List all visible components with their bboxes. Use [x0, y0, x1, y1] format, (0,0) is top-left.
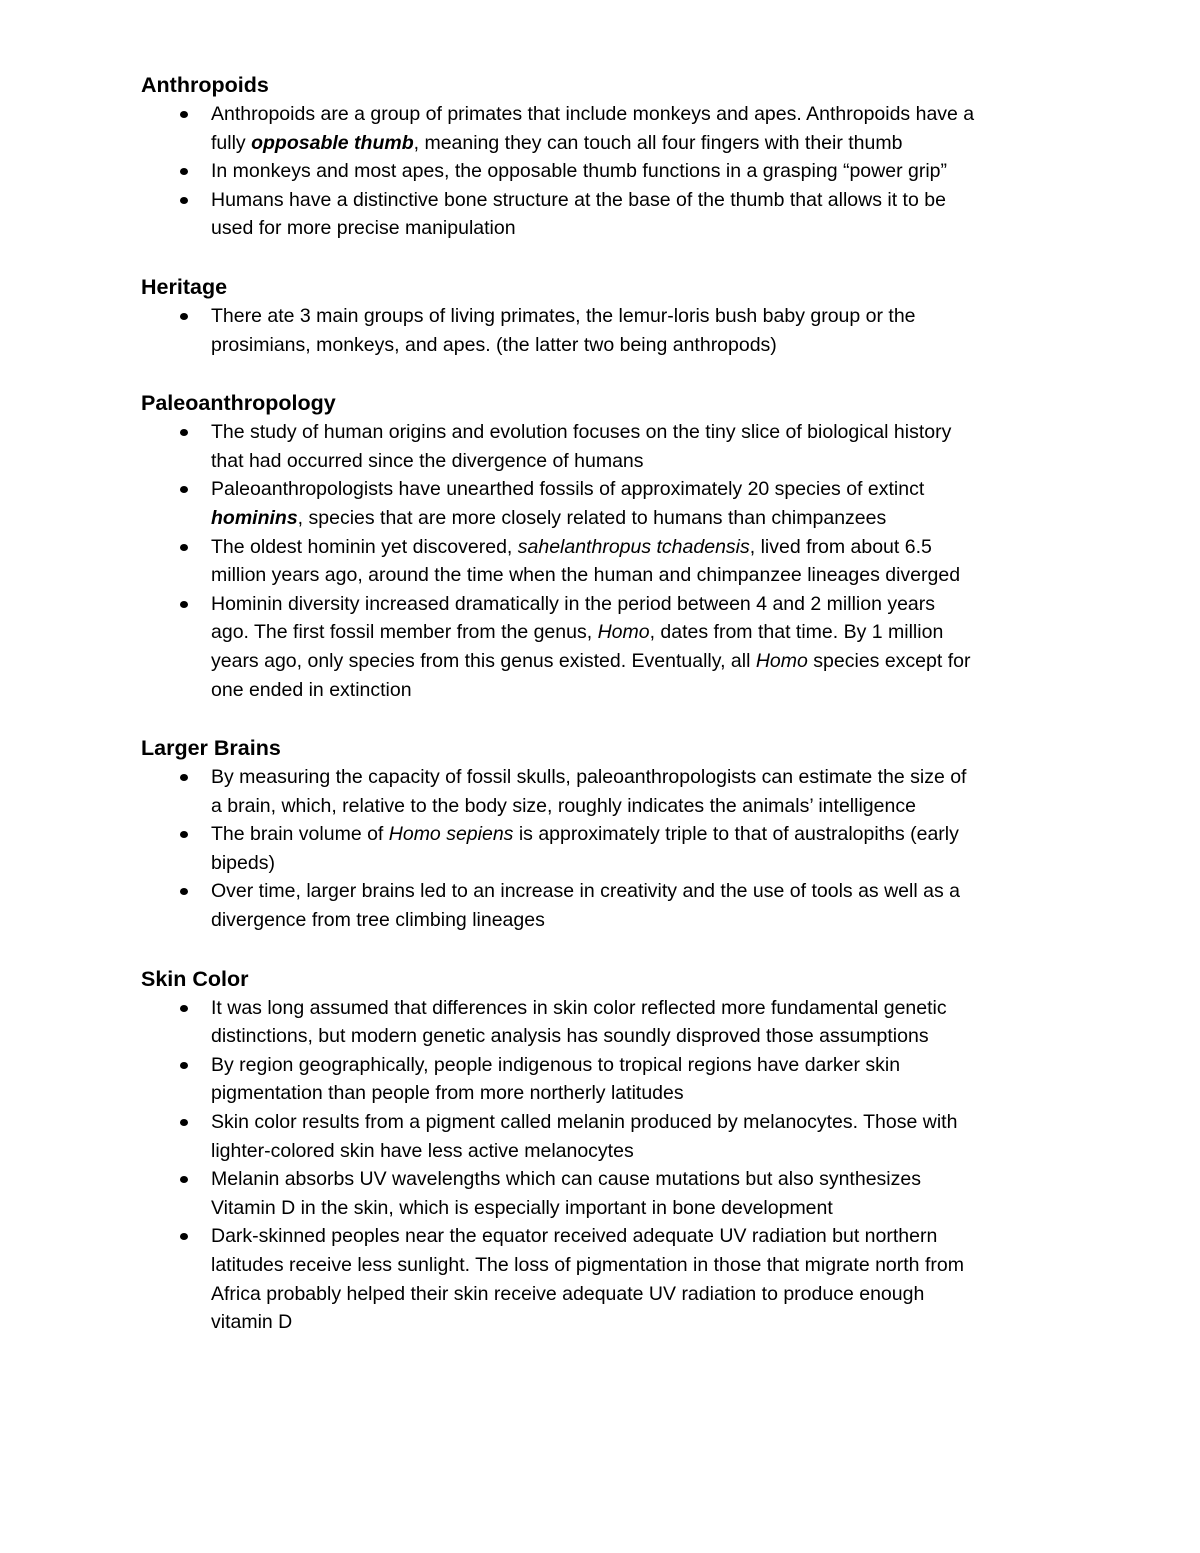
bullet-icon: [180, 1176, 188, 1183]
text-line: [211, 1222, 1081, 1251]
italic-term: Homo: [755, 649, 808, 672]
list-item: [141, 302, 1081, 359]
text-run: The oldest hominin yet discovered,: [211, 535, 518, 558]
text-line: [211, 763, 1081, 792]
list-item: [141, 877, 1081, 934]
text-run: Paleoanthropologists have unearthed fossils of approximately 20 species of extinct: [211, 478, 925, 501]
text-run: million years ago, around the time when the human and chimpanzee lineages diverged: [211, 564, 961, 587]
text-line: [211, 1079, 1081, 1108]
list-item: [141, 1051, 1081, 1108]
text-line: [211, 647, 1081, 676]
text-run: By region geographically, people indigenous to tropical regions have darker skin: [211, 1053, 901, 1076]
text-run: distinctions, but modern genetic analysis has soundly disproved those assumptions: [211, 1025, 929, 1048]
bold-italic-term: opposable thumb: [251, 131, 414, 154]
bullet-icon: [180, 168, 188, 175]
section: [141, 733, 1081, 935]
text-run: prosimians, monkeys, and apes. (the latter two being anthropods): [211, 333, 777, 356]
bullet-icon: [180, 486, 188, 493]
text-run: Hominin diversity increased dramatically in the period between 4 and 2 million years: [211, 592, 936, 615]
text-line: [211, 186, 1081, 215]
text-line: [211, 157, 1081, 186]
text-line: [211, 418, 1081, 447]
text-line: [211, 533, 1081, 562]
list-item: [141, 100, 1081, 157]
text-run: Over time, larger brains led to an increase in creativity and the use of tools as well as a: [211, 880, 960, 903]
text-run: used for more precise manipulation: [211, 217, 516, 240]
text-line: [211, 1308, 1081, 1337]
section: [141, 964, 1081, 1337]
bullet-icon: [180, 111, 188, 118]
text-line: [211, 849, 1081, 878]
text-run: bipeds): [211, 851, 275, 874]
text-line: [211, 214, 1081, 243]
bullet-icon: [180, 1233, 188, 1240]
text-run: By measuring the capacity of fossil skulls, paleoanthropologists can estimate the size of: [211, 766, 967, 789]
text-run: , dates from that time. By 1 million: [649, 621, 944, 644]
list-item: [141, 1108, 1081, 1165]
text-line: [211, 331, 1081, 360]
text-line: [211, 618, 1081, 647]
text-line: [211, 1108, 1081, 1137]
text-run: , meaning they can touch all four fingers with their thumb: [413, 131, 903, 154]
section: [141, 70, 1081, 243]
text-line: [211, 561, 1081, 590]
bold-italic-term: hominins: [211, 506, 298, 529]
text-line: [211, 792, 1081, 821]
bullet-list: [141, 994, 1081, 1337]
bullet-icon: [180, 1062, 188, 1069]
text-run: , species that are more closely related to humans than chimpanzees: [297, 506, 887, 529]
list-item: [141, 475, 1081, 532]
text-run: The study of human origins and evolution focuses on the tiny slice of biological history: [211, 421, 952, 444]
bullet-icon: [180, 601, 188, 608]
text-run: pigmentation than people from more northerly latitudes: [211, 1082, 684, 1105]
text-run: Dark-skinned peoples near the equator received adequate UV radiation but northern: [211, 1225, 938, 1248]
text-run: Humans have a distinctive bone structure at the base of the thumb that allows it to be: [211, 188, 946, 211]
text-line: [211, 475, 1081, 504]
bullet-icon: [180, 197, 188, 204]
text-run: latitudes receive less sunlight. The loss of pigmentation in those that migrate north from: [211, 1254, 964, 1276]
text-run: ago. The first fossil member from the genus,: [211, 621, 598, 644]
bullet-icon: [180, 313, 188, 320]
text-line: [211, 1165, 1081, 1194]
text-line: [211, 1194, 1081, 1223]
text-run: years ago, only species from this genus existed. Eventually, all: [211, 649, 756, 672]
list-item: [141, 820, 1081, 877]
text-run: There ate 3 main groups of living primates, the lemur-loris bush baby group or the: [211, 304, 916, 327]
text-line: [211, 877, 1081, 906]
bullet-icon: [180, 888, 188, 895]
section: [141, 388, 1081, 704]
list-item: [141, 186, 1081, 243]
list-item: [141, 994, 1081, 1051]
text-line: [211, 100, 1081, 129]
text-run: lighter-colored skin have less active melanocytes: [211, 1139, 634, 1162]
text-line: [211, 820, 1081, 849]
text-run: a brain, which, relative to the body size, roughly indicates the animals’ intelligence: [211, 794, 916, 817]
list-item: [141, 157, 1081, 186]
text-line: [211, 1137, 1081, 1166]
list-item: [141, 1165, 1081, 1222]
italic-term: Homo: [597, 621, 650, 644]
text-run: In monkeys and most apes, the opposable thumb functions in a grasping “power grip”: [211, 160, 948, 183]
bullet-icon: [180, 1005, 188, 1012]
text-line: [211, 1022, 1081, 1051]
text-line: [211, 676, 1081, 705]
italic-term: sahelanthropus tchadensis: [517, 535, 750, 558]
bullet-icon: [180, 1119, 188, 1126]
text-run: that had occurred since the divergence of humans: [211, 449, 644, 472]
section-heading: Skin Color: [141, 966, 249, 991]
text-run: The brain volume of: [211, 823, 389, 846]
text-run: Africa probably helped their skin receive adequate UV radiation to produce enough: [211, 1282, 925, 1305]
bullet-icon: [180, 831, 188, 838]
text-line: [211, 590, 1081, 619]
bullet-icon: [180, 544, 188, 551]
section: [141, 272, 1081, 359]
text-run: divergence from tree climbing lineages: [211, 909, 545, 932]
text-run: , lived from about 6.5: [749, 535, 932, 558]
section-heading: Anthropoids: [141, 73, 269, 97]
bullet-list: [141, 418, 1081, 704]
text-run: species except for: [807, 649, 971, 672]
bullet-list: [141, 100, 1081, 243]
text-run: vitamin D: [211, 1311, 293, 1334]
text-line: [211, 504, 1081, 533]
text-line: [211, 994, 1081, 1023]
list-item: [141, 533, 1081, 590]
list-item: [141, 590, 1081, 704]
text-line: [211, 1051, 1081, 1080]
list-item: [141, 418, 1081, 475]
text-line: [211, 302, 1081, 331]
text-line: [211, 129, 1081, 158]
text-run: Vitamin D in the skin, which is especially important in bone development: [211, 1196, 833, 1219]
text-line: [211, 1280, 1081, 1309]
italic-term: Homo sepiens: [388, 823, 514, 846]
bullet-icon: [180, 429, 188, 436]
text-line: [211, 1251, 1081, 1280]
list-item: [141, 1222, 1081, 1336]
text-line: [211, 906, 1081, 935]
document-page: [141, 70, 1081, 1366]
section-heading: Paleoanthropology: [141, 391, 336, 416]
bullet-icon: [180, 774, 188, 781]
list-item: [141, 763, 1081, 820]
section-heading: Larger Brains: [141, 736, 281, 761]
text-run: Anthropoids are a group of primates that include monkeys and apes. Anthropoids have a: [211, 103, 975, 125]
text-run: is approximately triple to that of australopiths (early: [513, 823, 959, 846]
bullet-list: [141, 763, 1081, 935]
text-run: fully: [211, 131, 252, 154]
text-run: Melanin absorbs UV wavelengths which can cause mutations but also synthesizes: [211, 1168, 921, 1191]
text-run: one ended in extinction: [211, 678, 412, 701]
text-run: Skin color results from a pigment called melanin produced by melanocytes. Those with: [211, 1111, 958, 1134]
text-run: It was long assumed that differences in skin color reflected more fundamental genetic: [211, 996, 947, 1019]
bullet-list: [141, 302, 1081, 359]
text-line: [211, 447, 1081, 476]
section-heading: Heritage: [141, 274, 228, 299]
